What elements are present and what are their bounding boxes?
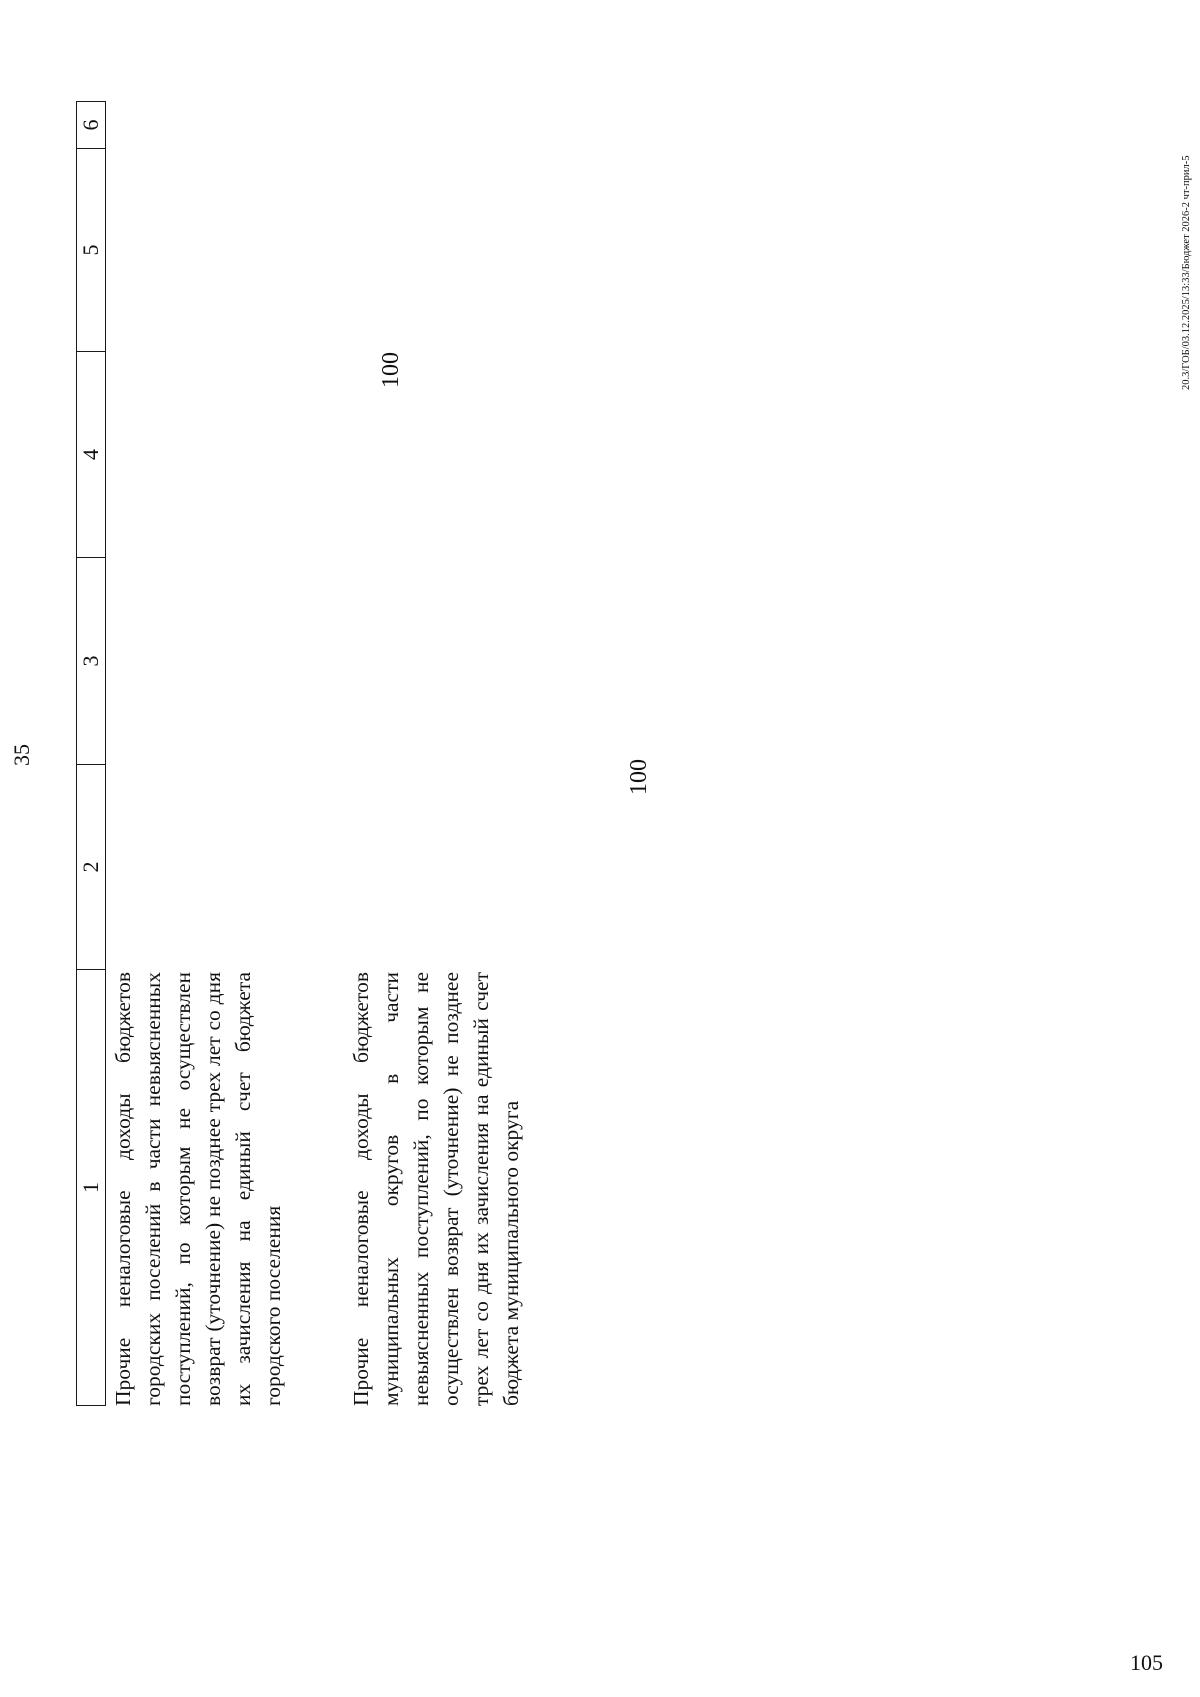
header-col-5: 5	[77, 148, 105, 351]
page-number: 35	[9, 744, 34, 766]
row-2-value: 100	[626, 759, 652, 795]
row-2-description: Прочие неналоговые доходы бюджетов муниципальных округов в части невыясненных поступлений, по которым не осуществлен возврат (уточнение) не позднее трех лет со дня их зачисления на единый счет бюджета муниципального округа	[349, 972, 523, 1406]
header-col-4: 4	[77, 351, 105, 557]
header-col-3: 3	[77, 557, 105, 764]
sheet-number: 105	[1130, 1650, 1163, 1675]
header-col-6: 6	[78, 119, 103, 131]
side-note: 20.3/ГОБ/03.12.2025/13:33/Бюджет 2026-2 чт-прил-5	[1181, 155, 1192, 390]
row-1-value: 100	[378, 352, 404, 388]
table-header	[76, 101, 106, 1406]
header-col-2: 2	[77, 764, 105, 969]
header-col-1: 1	[77, 969, 105, 1405]
row-1-description: Прочие неналоговые доходы бюджетов городских поселений в части невыясненных поступлений, по которым не осуществлен возврат (уточнение) не позднее трех лет со дня их зачисления на единый счет бюджета городского поселения	[111, 972, 285, 1406]
